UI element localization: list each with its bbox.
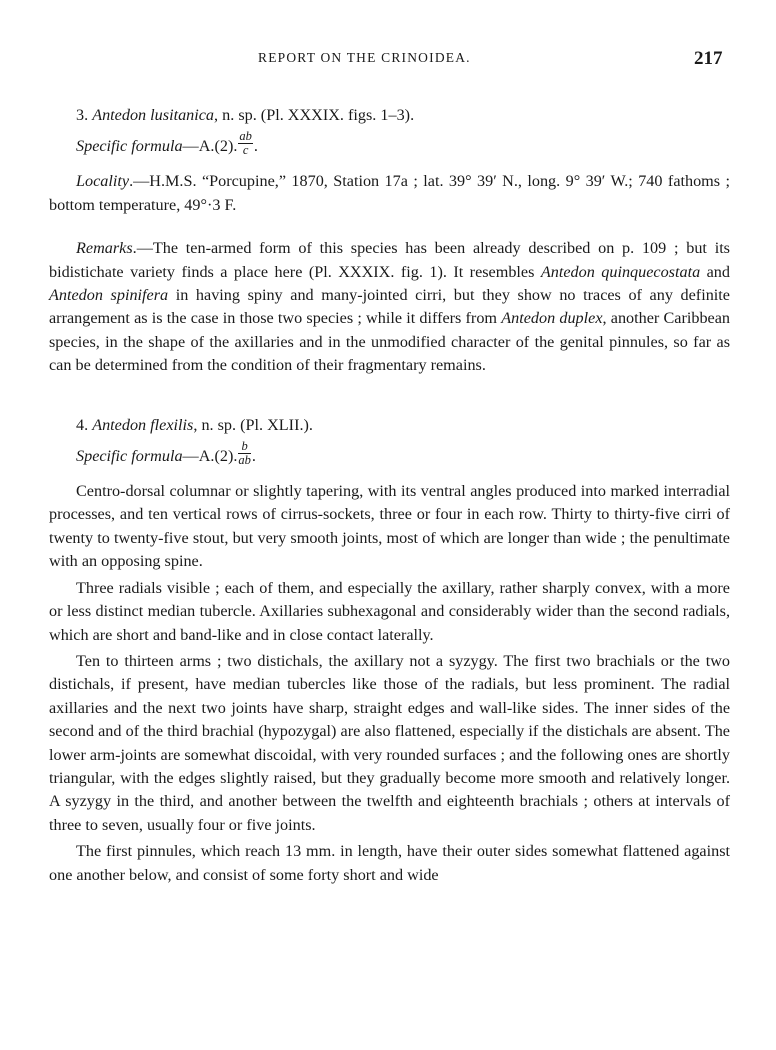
formula-label: Specific formula bbox=[76, 447, 183, 466]
formula-fraction bbox=[238, 130, 253, 157]
formula-numerator: b bbox=[238, 440, 251, 454]
species-3-locality bbox=[49, 170, 730, 217]
formula-fraction bbox=[238, 440, 251, 467]
remarks-species-2: Antedon spinifera bbox=[49, 286, 169, 305]
remarks-species-3: Antedon duplex bbox=[501, 309, 603, 328]
page-header bbox=[0, 48, 776, 72]
formula-denominator: ab bbox=[238, 453, 251, 468]
formula-text: —A.(2). bbox=[182, 137, 238, 156]
locality-label: Locality bbox=[76, 172, 130, 191]
species-4-suffix: , n. sp. (Pl. XLII.). bbox=[193, 415, 313, 434]
remarks-label: Remarks bbox=[76, 239, 133, 258]
species-3-formula: Specific formula—A.(2). $\frac{ab}{c}$ . bbox=[76, 129, 258, 158]
remarks-text-1: .—The ten-armed form of this species has been already described on p. 109 ; but its bidistichate variety finds a place here (Pl. XXXIX. fig. 1). It resembles bbox=[49, 239, 730, 281]
remarks-text-4: , another Caribbean species, in the shape of the axillaries and in the unmodified character of the genital pinnules, so far as can be determined from the condition of their fragmentary remains. bbox=[49, 309, 731, 375]
paragraph-radials: Three radials visible ; each of them, and especially the axillary, rather sharply convex, with a more or less distinct median tubercle. Axillaries subhexagonal and considerably wider than the second radials, which are short and band-like and in close contact laterally. bbox=[49, 578, 730, 644]
paragraph-arms: Ten to thirteen arms ; two distichals, the axillary not a syzygy. The first two brachials or the two distichals, if present, have median tubercles like those of the radials, but less prominent. The radial axillaries and the next two joints have sharp, straight edges and wall-like sides. The inner sides of the second and of the third brachial (hypozygal) are also flattened, especially if the distichals are absent. The lower arm-joints are somewhat discoidal, with very rounded surfaces ; and the following ones are shortly triangular, with the edges slightly raised, but they gradually become more smooth and relatively longer. A syzygy in the third, and another between the twelfth and eighteenth brachials ; others at intervals of three to seven, usually four or five joints. bbox=[49, 651, 730, 834]
species-4-number: 4. bbox=[76, 415, 89, 434]
species-4-formula: Specific formula—A.(2). $\frac{b}{ab}$ . bbox=[76, 439, 256, 468]
paragraph-centro-dorsal: Centro-dorsal columnar or slightly tapering, with its ventral angles produced into marked interradial processes, and ten vertical rows of cirrus-sockets, three or four in each row. Thirty to thirty-five cirri of twenty to twenty-five stout, but very smooth joints, most of which are longer than wide ; the penultimate with an opposing spine. bbox=[49, 482, 730, 571]
remarks-text-3: in having spiny and many-jointed cirri, but they show no traces of any definite arrangement as is the case in those two species ; while it differs from bbox=[49, 286, 730, 328]
formula-text: —A.(2). bbox=[182, 447, 238, 466]
running-head: REPORT ON THE CRINOIDEA. bbox=[258, 50, 471, 65]
species-4-name: Antedon flexilis bbox=[92, 415, 194, 434]
remarks-species-1: Antedon quinquecostata bbox=[540, 262, 701, 281]
formula-numerator: ab bbox=[239, 129, 252, 144]
formula-label: Specific formula bbox=[76, 137, 183, 156]
species-4-heading bbox=[49, 414, 730, 437]
page-body bbox=[49, 104, 730, 887]
species-3-number: 3. bbox=[76, 106, 89, 124]
remarks-text-2: and bbox=[700, 262, 730, 281]
locality-text: .—H.M.S. “Porcupine,” 1870, Station 17a ; lat. 39° 39′ N., long. 9° 39′ W.; 740 fathoms ; bottom temperature, 49°·3 F. bbox=[49, 172, 730, 214]
species-3-suffix: , n. sp. (Pl. XXXIX. figs. 1–3). bbox=[214, 106, 415, 124]
formula-denominator: c bbox=[242, 143, 249, 158]
species-3-heading bbox=[49, 104, 730, 127]
paragraph-pinnules: The first pinnules, which reach 13 mm. in length, have their outer sides somewhat flattened against one another below, and consist of some forty short and wide bbox=[49, 842, 730, 884]
species-3-name: Antedon lusitanica bbox=[92, 106, 215, 124]
page-number: 217 bbox=[694, 48, 723, 69]
species-3-remarks bbox=[49, 237, 730, 377]
